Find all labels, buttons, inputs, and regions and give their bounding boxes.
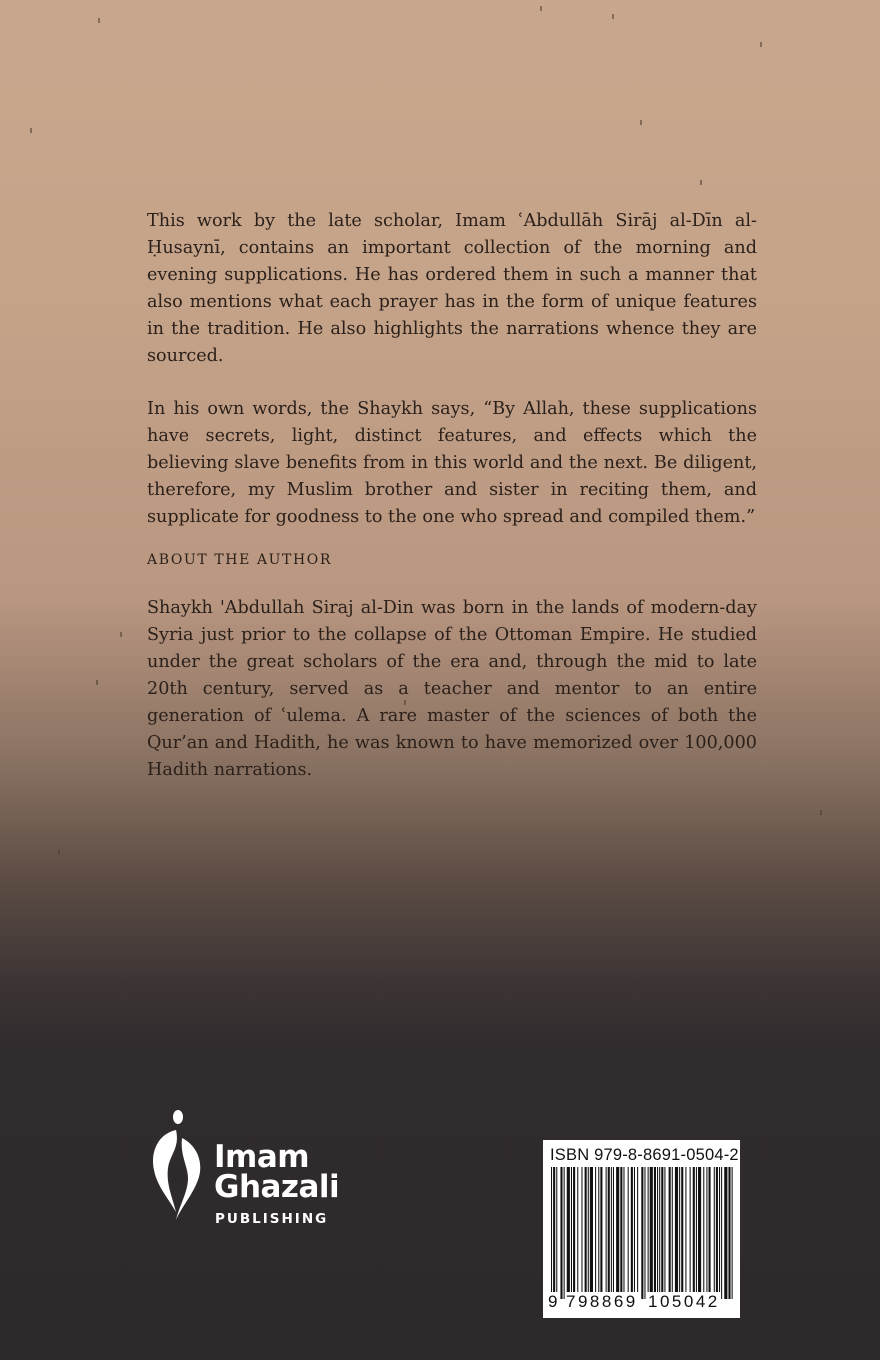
barcode-bar — [637, 1167, 638, 1299]
barcode-digit-group-1: 798869 — [566, 1292, 638, 1311]
barcode-bar — [714, 1167, 715, 1299]
barcode-bar — [685, 1167, 686, 1299]
barcode-digit-lead: 9 — [548, 1292, 558, 1311]
barcode-bar — [567, 1167, 570, 1299]
barcode-bar — [721, 1167, 722, 1299]
barcode-bar — [595, 1167, 596, 1299]
barcode-bar — [571, 1167, 572, 1299]
barcode-bar — [698, 1167, 701, 1299]
barcode-bar — [577, 1167, 578, 1299]
barcode-bar — [657, 1167, 658, 1299]
barcode-bar — [613, 1167, 614, 1299]
barcode-bar — [716, 1167, 718, 1299]
barcode-bar — [631, 1167, 633, 1299]
barcode-bar — [669, 1167, 671, 1299]
barcode-bar — [616, 1167, 619, 1299]
barcode-bar — [703, 1167, 704, 1299]
barcode-bar — [623, 1167, 624, 1299]
barcode-bar — [719, 1167, 720, 1299]
barcode-bar — [675, 1167, 678, 1299]
blurb-paragraph-2: In his own words, the Shaykh says, “By Allah, these supplications have secrets, light, distinct features, and effects which the believing slave benefits from in this world and the next. Be diligent, therefore, my Muslim brother and sister in reciting them, and supplicate for goodness to the one who spread and compiled them.” — [147, 399, 757, 527]
isbn-barcode — [543, 1140, 740, 1318]
barcode-bar — [696, 1167, 697, 1299]
barcode-digit-group-2: 105042 — [648, 1292, 720, 1311]
barcode-bar — [654, 1167, 656, 1299]
barcode-bar — [553, 1167, 555, 1299]
barcode-bar — [573, 1167, 575, 1299]
about-author-heading: ABOUT THE AUTHOR — [147, 552, 333, 568]
barcode-bar — [600, 1167, 602, 1299]
publisher-logo — [146, 1108, 356, 1238]
blurb-paragraph-1: This work by the late scholar, Imam ʿAbdullāh Sirāj al-Dīn al-Ḥusaynī, contains an important collection of the morning and evening supplications. He has ordered them in such a manner that also mentions what each prayer has in the form of unique features in the tradition. He also highlights the narrations whence they are sourced. — [147, 211, 757, 366]
barcode-bar — [706, 1167, 707, 1299]
barcode-bar — [681, 1167, 683, 1299]
barcode-bar — [724, 1167, 727, 1299]
publisher-name-line-1: Imam — [214, 1139, 310, 1175]
barcode-bar — [732, 1167, 733, 1299]
barcode-bar — [664, 1167, 665, 1299]
barcode-bar — [634, 1167, 635, 1299]
barcode-bar — [672, 1167, 673, 1299]
barcode-bar — [556, 1167, 557, 1299]
barcode-bar — [709, 1167, 711, 1299]
barcode-bar — [628, 1167, 629, 1299]
publisher-name-line-2: Ghazali — [214, 1169, 340, 1205]
barcode-bar — [588, 1167, 589, 1299]
barcode-bar — [679, 1167, 680, 1299]
barcode-bar — [641, 1167, 643, 1299]
publisher-subtitle: PUBLISHING — [215, 1211, 329, 1227]
about-author-paragraph: Shaykh 'Abdullah Siraj al-Din was born in the lands of modern-day Syria just prior to the collapse of the Ottoman Empire. He studied under the great scholars of the era and, through the mid to late 20th century, served as a teacher and mentor to an entire generation of ʿulema. A rare master of the sciences of both the Qur’an and Hadith, he was known to have memorized over 100,000 Hadith narrations. — [147, 598, 757, 780]
barcode-bar — [661, 1167, 663, 1299]
barcode-bar — [551, 1167, 552, 1299]
barcode-bar — [659, 1167, 660, 1299]
barcode-bar — [560, 1167, 562, 1299]
imam-ghazali-logo-icon — [146, 1108, 206, 1228]
barcode-bar — [608, 1167, 610, 1299]
barcode-bar — [611, 1167, 612, 1299]
barcode-digits — [543, 1292, 740, 1314]
barcode-bar — [620, 1167, 622, 1299]
isbn-label: ISBN 979-8-8691-0504-2 — [550, 1146, 739, 1164]
barcode-bar — [564, 1167, 565, 1299]
barcode-bar — [690, 1167, 691, 1299]
barcode-bar — [606, 1167, 607, 1299]
barcode-bar — [648, 1167, 649, 1299]
barcode-bar — [585, 1167, 587, 1299]
barcode-bar — [590, 1167, 593, 1299]
barcode-bars — [549, 1167, 735, 1299]
barcode-bar — [598, 1167, 599, 1299]
barcode-bar — [650, 1167, 653, 1299]
barcode-bar — [581, 1167, 582, 1299]
barcode-bar — [728, 1167, 730, 1299]
barcode-bar — [644, 1167, 645, 1299]
barcode-bar — [693, 1167, 695, 1299]
